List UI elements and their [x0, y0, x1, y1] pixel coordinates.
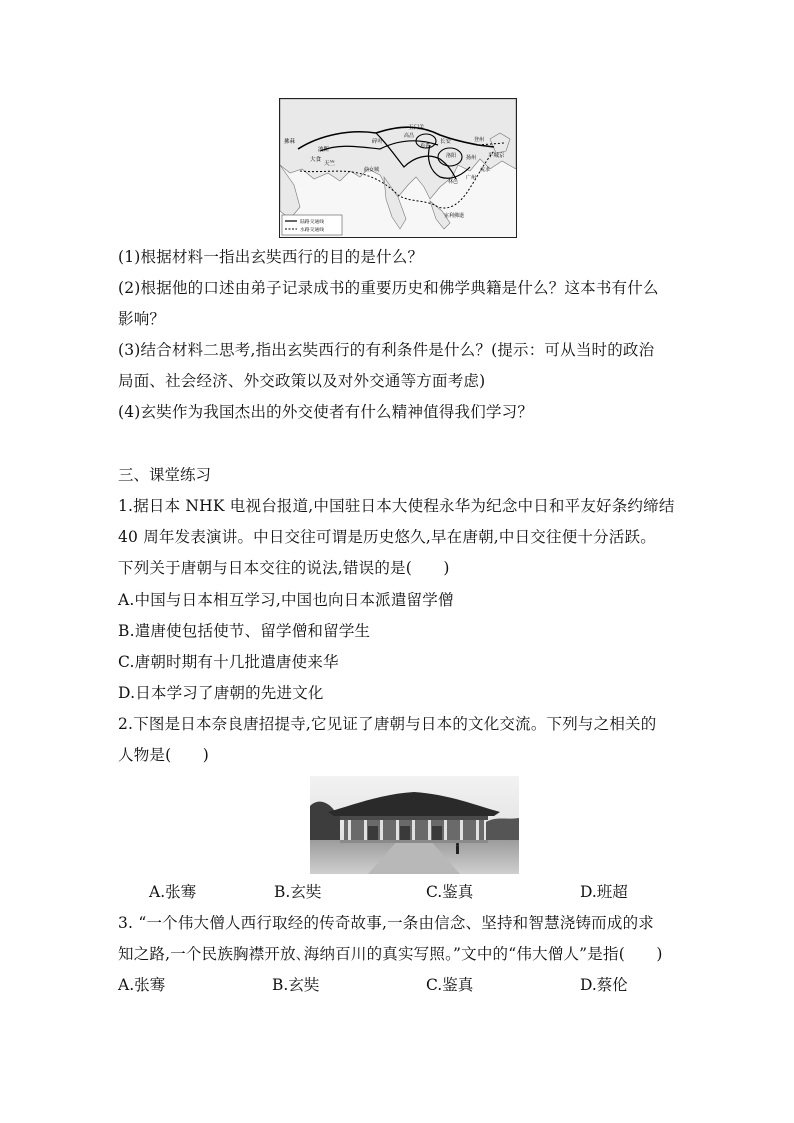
exercise-2-option-a: A.张骞	[149, 883, 197, 901]
map-label: 碎叶	[372, 139, 384, 145]
legend-sea-label: 水路交通线	[300, 228, 324, 233]
exercise-3-option-a: A.张骞	[118, 976, 166, 994]
map-label: 登州	[474, 137, 485, 143]
exercise-2-option-c: C.鉴真	[426, 883, 474, 901]
exercise-3-stem-line-2: 知之路,一个民族胸襟开放､海纳百川的真实写照。”文中的“伟大僧人”是指( )	[118, 945, 663, 963]
exercise-1-option-c: C.唐朝时期有十几批遣唐使来华	[118, 653, 339, 671]
exercise-2-stem-line-1: 2.下图是日本奈良唐招提寺,它见证了唐朝与日本的文化交流。下列与之相关的	[118, 715, 657, 733]
trees-right	[486, 818, 519, 842]
map-label: 天竺	[324, 161, 336, 167]
question-3-line-2: 局面、社会经济、外交政策以及对外交通等方面考虑)	[118, 372, 486, 390]
map-label: 洛阳	[446, 153, 457, 159]
map-label: 广州	[466, 175, 477, 181]
exercise-1-stem-line-2: 40 周年发表演讲。中日交往可谓是历史悠久,早在唐朝,中日交往便十分活跃。	[118, 528, 656, 546]
exercise-1-option-d: D.日本学习了唐朝的先进文化	[118, 684, 324, 702]
landmass-asia	[280, 99, 516, 199]
question-4: (4)玄奘作为我国杰出的外交使者有什么精神值得我们学习？	[118, 403, 534, 421]
exercise-1-option-b: B.遣唐使包括使节、留学僧和留学生	[118, 622, 371, 640]
map-label: 曲女城	[364, 167, 380, 173]
map-label: 拂菻	[284, 139, 296, 145]
route-map-figure	[279, 98, 517, 238]
map-label: 平城京	[488, 153, 505, 159]
map-label: 室利佛逝	[444, 213, 465, 219]
roof-eave	[340, 816, 488, 820]
route-map-svg	[280, 99, 516, 237]
hall-platform	[340, 840, 488, 843]
map-label: 玉门关	[408, 125, 425, 131]
map-label: 流求	[480, 167, 491, 173]
question-1: (1)根据材料一指出玄奘西行的目的是什么？	[118, 248, 424, 266]
section-title: 三、课堂练习	[118, 466, 212, 484]
person-figure	[456, 846, 459, 854]
temple-photo-svg	[310, 776, 519, 874]
question-2-line-2: 影响？	[118, 310, 166, 328]
map-label: 大食	[310, 157, 322, 163]
question-2-line-1: (2)根据他的口述由弟子记录成书的重要历史和佛学典籍是什么？这本书有什么	[118, 279, 659, 297]
exercise-3-option-c: C.鉴真	[426, 976, 474, 994]
person-head	[456, 843, 459, 846]
map-label: 焉耆	[420, 143, 431, 149]
exercise-2-option-b: B.玄奘	[274, 883, 322, 901]
map-label: 波斯	[318, 147, 330, 153]
exercise-3-stem-line-1: 3. “一个伟大僧人西行取经的传奇故事,一条由信念、坚持和智慧浇铸而成的求	[118, 914, 654, 932]
exercise-2-stem-line-2: 人物是( )	[118, 746, 209, 764]
map-label: 长安	[440, 139, 452, 145]
temple-photo	[310, 776, 519, 874]
exercise-3-option-d: D.蔡伦	[580, 976, 628, 994]
map-label: 扬州	[466, 155, 477, 161]
exercise-3-option-b: B.玄奘	[272, 976, 320, 994]
map-label: 高昌	[404, 133, 415, 139]
exercise-1-option-a: A.中国与日本相互学习,中国也向日本派遣留学僧	[118, 591, 454, 609]
legend-land-label: 陆路交通线	[300, 220, 324, 225]
exercise-1-stem-line-3: 下列关于唐朝与日本交往的说法,错误的是( )	[118, 559, 450, 577]
question-3-line-1: (3)结合材料二思考,指出玄奘西行的有利条件是什么？(提示：可从当时的政治	[118, 341, 655, 359]
exercise-2-option-d: D.班超	[580, 883, 628, 901]
map-label: 林邑	[448, 179, 459, 185]
exercise-1-stem-line-1: 1.据日本 NHK 电视台报道,中国驻日本大使程永华为纪念中日和平友好条约缔结	[118, 497, 675, 515]
